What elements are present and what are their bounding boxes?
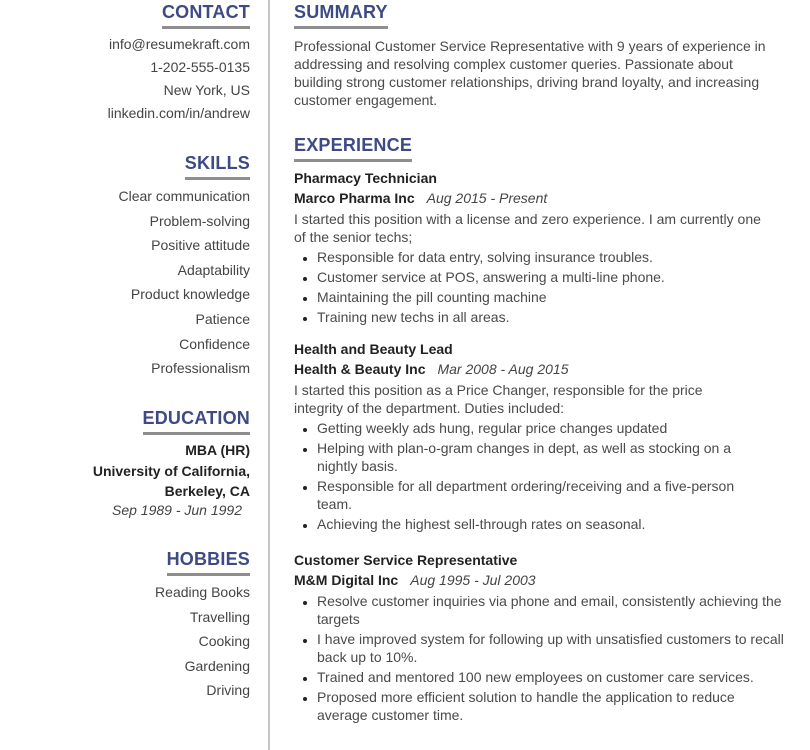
job-bullet: • Resolve customer inquiries via phone and email, consistently achieving the targets	[317, 592, 787, 628]
contact-section	[162, 2, 250, 29]
summary-heading: SUMMARY	[294, 2, 388, 29]
summary-section	[294, 2, 388, 29]
skill-item: Confidence	[179, 335, 250, 352]
skill-item: Product knowledge	[130, 286, 250, 303]
hobbies-heading: HOBBIES	[167, 549, 250, 576]
hobby-item: Reading Books	[155, 584, 250, 600]
skill-item: Professionalism	[151, 360, 250, 377]
education-degree: MBA (HR)	[185, 442, 250, 458]
job-company-line	[294, 190, 794, 206]
job-title: Pharmacy Technician	[294, 170, 437, 186]
job-company: Marco Pharma Inc	[294, 190, 415, 206]
job-company-line	[294, 572, 794, 588]
contact-heading: CONTACT	[162, 2, 250, 29]
job-description: I started this position with a license and zero experience. I am currently one of the senior techs;	[294, 211, 761, 245]
education-location: Berkeley, CA	[164, 483, 250, 499]
job-bullet: • I have improved system for following up with unsatisfied customers to recall back up to 10%.	[317, 630, 787, 666]
job-company: Health & Beauty Inc	[294, 361, 426, 377]
job-bullet: • Achieving the highest sell-through rates on seasonal.	[317, 515, 757, 533]
hobbies-list	[155, 584, 250, 707]
job-bullet: • Proposed more efficient solution to handle the application to reduce average customer time.	[317, 688, 787, 724]
contact-list	[108, 36, 250, 128]
experience-heading: EXPERIENCE	[294, 135, 412, 162]
job-bullet: • Responsible for data entry, solving insurance troubles.	[317, 248, 794, 266]
job-dates: Mar 2008 - Aug 2015	[437, 361, 569, 377]
job-bullet: • Training new techs in all areas.	[317, 308, 794, 326]
job-title: Health and Beauty Lead	[294, 341, 453, 357]
skill-item: Problem-solving	[149, 212, 250, 229]
skills-section	[185, 153, 250, 180]
column-divider	[268, 0, 270, 750]
contact-email[interactable]: info@resumekraft.com	[108, 36, 250, 52]
experience-section	[294, 135, 412, 162]
job-title: Customer Service Representative	[294, 552, 518, 568]
hobby-item: Travelling	[189, 608, 250, 625]
job-bullets	[294, 248, 794, 326]
job-bullet: • Customer service at POS, answering a multi-line phone.	[317, 268, 794, 286]
job-entry	[294, 170, 794, 328]
education-school: University of California,	[92, 463, 250, 479]
job-bullets	[294, 592, 787, 724]
hobby-item: Gardening	[184, 657, 250, 674]
job-entry	[294, 552, 794, 726]
education-section	[143, 408, 250, 435]
job-company-line	[294, 361, 794, 377]
job-company: M&M Digital Inc	[294, 572, 399, 588]
job-dates: Aug 1995 - Jul 2003	[410, 572, 536, 588]
job-bullet: • Maintaining the pill counting machine	[317, 288, 794, 306]
hobbies-section	[167, 549, 250, 576]
job-bullet: • Responsible for all department ordering/receiving and a five-person team.	[317, 477, 757, 513]
job-dates: Aug 2015 - Present	[426, 190, 548, 206]
skills-heading: SKILLS	[185, 153, 250, 180]
job-bullet: • Helping with plan-o-gram changes in dept, as well as stocking on a nightly basis.	[317, 439, 757, 475]
skill-item: Adaptability	[177, 261, 250, 278]
contact-location: New York, US	[163, 82, 250, 98]
contact-phone[interactable]: 1-202-555-0135	[150, 59, 250, 75]
hobby-item: Cooking	[198, 633, 250, 650]
summary-text: Professional Customer Service Representative with 9 years of experience in addressing and resolving complex customer queries. Passionate about building strong customer relationships, driving brand loyalty, and increasing customer engagement.	[294, 38, 766, 108]
contact-linkedin[interactable]: linkedin.com/in/andrew	[107, 105, 250, 121]
job-bullet: • Getting weekly ads hung, regular price changes updated	[317, 419, 757, 437]
job-description: I started this position as a Price Changer, responsible for the price integrity of the department. Duties included:	[294, 382, 703, 416]
skill-item: Patience	[195, 310, 250, 327]
skill-item: Positive attitude	[151, 237, 250, 254]
job-bullet: • Trained and mentored 100 new employees on customer care services.	[317, 668, 787, 686]
education-dates: Sep 1989 - Jun 1992	[112, 502, 242, 518]
education-details	[93, 442, 250, 518]
job-entry	[294, 341, 794, 535]
skills-list	[119, 188, 251, 385]
education-heading: EDUCATION	[143, 408, 250, 435]
skill-item: Clear communication	[118, 188, 250, 204]
hobby-item: Driving	[206, 682, 250, 699]
job-bullets	[294, 419, 757, 533]
